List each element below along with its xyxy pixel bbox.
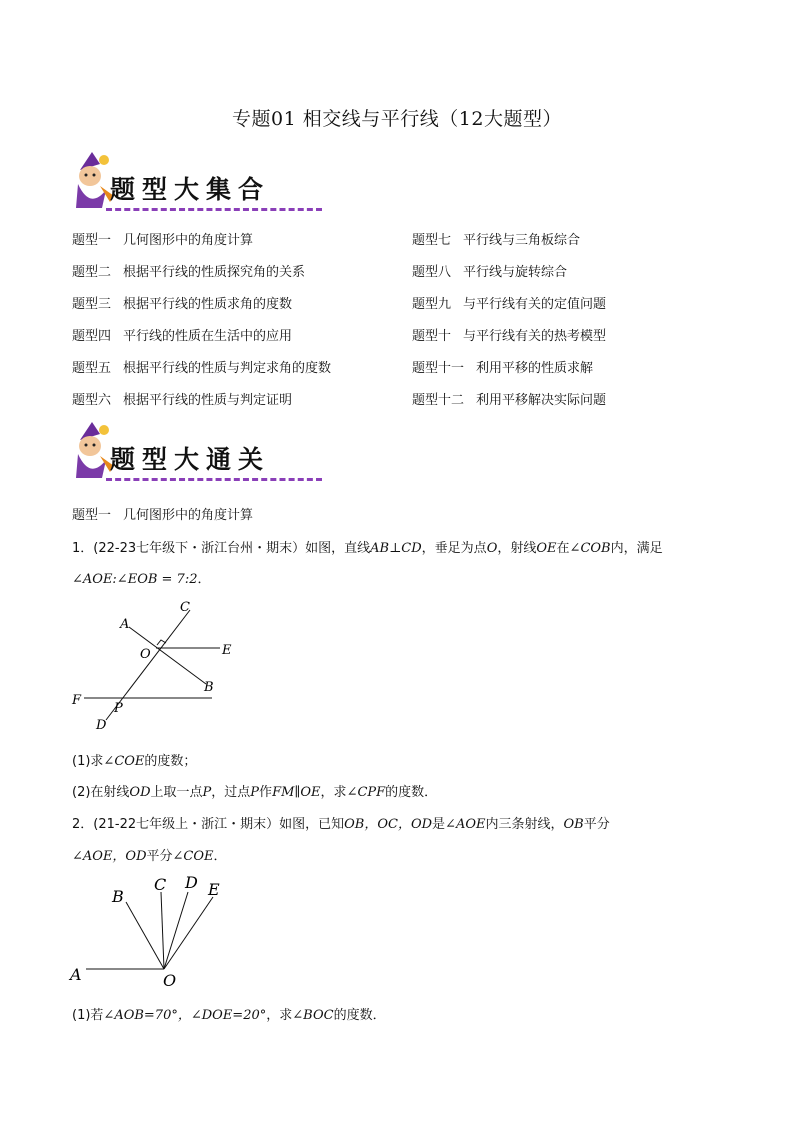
problem-2-figure	[66, 870, 236, 996]
section-heading: 题型一 几何图形中的角度计算	[72, 508, 254, 523]
problem-1-condition: ∠AOE:∠EOB = 7:2．	[72, 572, 211, 587]
topic-item: 题型十一 利用平移的性质求解	[412, 361, 594, 376]
banner-collection-title: 题型大集合	[110, 175, 271, 204]
svg-text:E: E	[222, 643, 232, 658]
topic-item: 题型五 根据平行线的性质与判定求角的度数	[72, 361, 332, 376]
banner-divider	[106, 478, 322, 481]
svg-text:F: F	[72, 693, 82, 708]
topic-item: 题型四 平行线的性质在生活中的应用	[72, 329, 293, 344]
problem-1-question-1: (1)求∠COE的度数；	[72, 754, 197, 769]
topic-item: 题型九 与平行线有关的定值问题	[412, 297, 607, 312]
banner-practice	[70, 420, 300, 490]
banner-collection	[70, 150, 300, 220]
page-title: 专题01 相交线与平行线（12大题型）	[232, 108, 562, 130]
problem-1-figure	[66, 596, 246, 736]
topic-item: 题型八 平行线与旋转综合	[412, 265, 568, 280]
svg-text:A: A	[70, 965, 82, 984]
topic-item: 题型二 根据平行线的性质探究角的关系	[72, 265, 306, 280]
banner-divider	[106, 208, 322, 211]
svg-text:O: O	[140, 647, 151, 662]
svg-text:D: D	[96, 718, 107, 733]
problem-1-question-2: (2)在射线OD上取一点P，过点P作FM∥OE，求∠CPF的度数．	[72, 785, 438, 800]
svg-text:D: D	[185, 873, 198, 892]
svg-text:B: B	[112, 887, 124, 906]
problem-2-statement: 2．(21-22七年级上・浙江・期末）如图，已知OB，OC，OD是∠AOE内三条射线，OB平分	[72, 817, 610, 832]
svg-text:P: P	[114, 701, 123, 716]
svg-text:B: B	[204, 680, 214, 695]
topic-item: 题型三 根据平行线的性质求角的度数	[72, 297, 293, 312]
problem-2-condition: ∠AOE，OD平分∠COE．	[72, 849, 227, 864]
topic-item: 题型七 平行线与三角板综合	[412, 233, 581, 248]
topic-item: 题型十二 利用平移解决实际问题	[412, 393, 607, 408]
banner-practice-title: 题型大通关	[110, 445, 271, 474]
problem-2-question-1: (1)若∠AOB=70°，∠DOE=20°，求∠BOC的度数．	[72, 1008, 386, 1023]
topic-item: 题型十 与平行线有关的热考模型	[412, 329, 607, 344]
topic-item: 题型六 根据平行线的性质与判定证明	[72, 393, 293, 408]
svg-text:A: A	[120, 617, 130, 632]
topic-item: 题型一 几何图形中的角度计算	[72, 233, 254, 248]
svg-text:C: C	[180, 600, 190, 615]
problem-1-statement: 1．(22-23七年级下・浙江台州・期末）如图，直线AB⊥CD，垂足为点O，射线OE在∠COB内，满足	[72, 541, 663, 556]
svg-text:O: O	[163, 971, 177, 990]
svg-text:C: C	[154, 875, 167, 894]
svg-text:E: E	[208, 880, 220, 899]
